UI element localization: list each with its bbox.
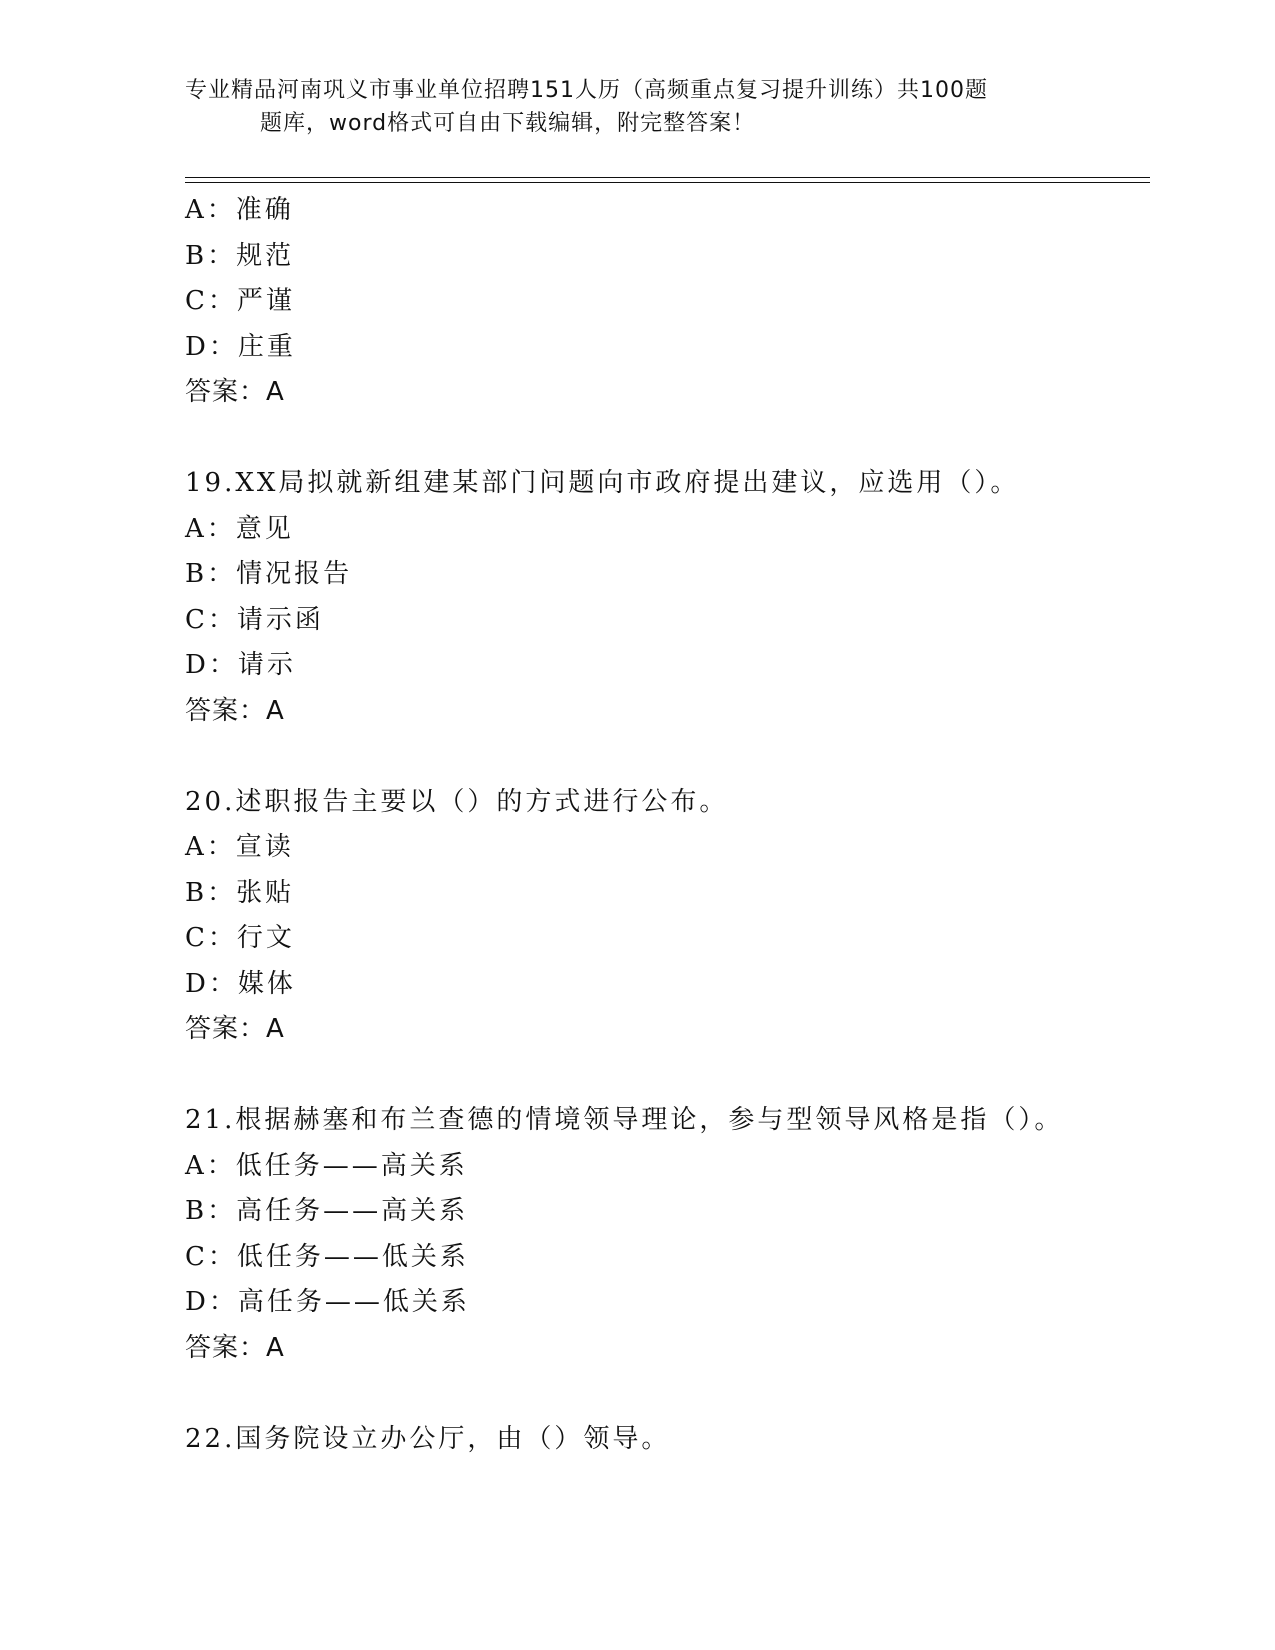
question-block-20 (185, 780, 1150, 1053)
header-rule-top (185, 177, 1150, 178)
spacer (185, 1053, 1150, 1099)
option-d: D：媒体 (185, 968, 296, 999)
option-a: A：准确 (185, 195, 294, 225)
option-b: B：规范 (185, 240, 295, 271)
answer: 答案：A (185, 1014, 285, 1044)
option-d: D：庄重 (185, 331, 296, 362)
option-a: A：宣读 (185, 832, 294, 862)
header-rule-bottom (185, 182, 1150, 183)
option-c: C：严谨 (185, 286, 295, 316)
option-c: C：请示函 (185, 604, 324, 635)
document-header (185, 74, 1065, 140)
option-d: D：高任务——低关系 (185, 1287, 470, 1317)
answer: 答案：A (185, 695, 285, 726)
spacer (185, 734, 1150, 780)
question-text: 22.国务院设立办公厅，由（）领导。 (185, 1423, 671, 1454)
question-text: 20.述职报告主要以（）的方式进行公布。 (185, 786, 729, 817)
question-text: 21.根据赫塞和布兰查德的情境领导理论，参与型领导风格是指（）。 (185, 1105, 1064, 1135)
question-block-22 (185, 1417, 1150, 1463)
option-c: C：低任务——低关系 (185, 1241, 469, 1272)
question-block-21 (185, 1098, 1150, 1371)
header-title-line2: 题库，word格式可自由下载编辑，附完整答案！ (260, 111, 756, 136)
question-block-18 (185, 188, 1150, 416)
answer: 答案：A (185, 377, 285, 407)
question-list (185, 188, 1150, 1462)
option-a: A：低任务——高关系 (185, 1150, 468, 1181)
spacer (185, 416, 1150, 462)
option-b: B：张贴 (185, 877, 295, 908)
option-b: B：高任务——高关系 (185, 1196, 469, 1226)
header-title-line1: 专业精品河南巩义市事业单位招聘151人历（高频重点复习提升训练）共100题 (185, 78, 988, 103)
question-text: 19.XX局拟就新组建某部门问题向市政府提出建议，应选用（）。 (185, 468, 1020, 498)
question-block-19 (185, 461, 1150, 734)
option-b: B：情况报告 (185, 559, 353, 589)
spacer (185, 1371, 1150, 1417)
option-c: C：行文 (185, 923, 295, 953)
option-d: D：请示 (185, 650, 296, 680)
answer: 答案：A (185, 1332, 285, 1363)
option-a: A：意见 (185, 513, 294, 544)
